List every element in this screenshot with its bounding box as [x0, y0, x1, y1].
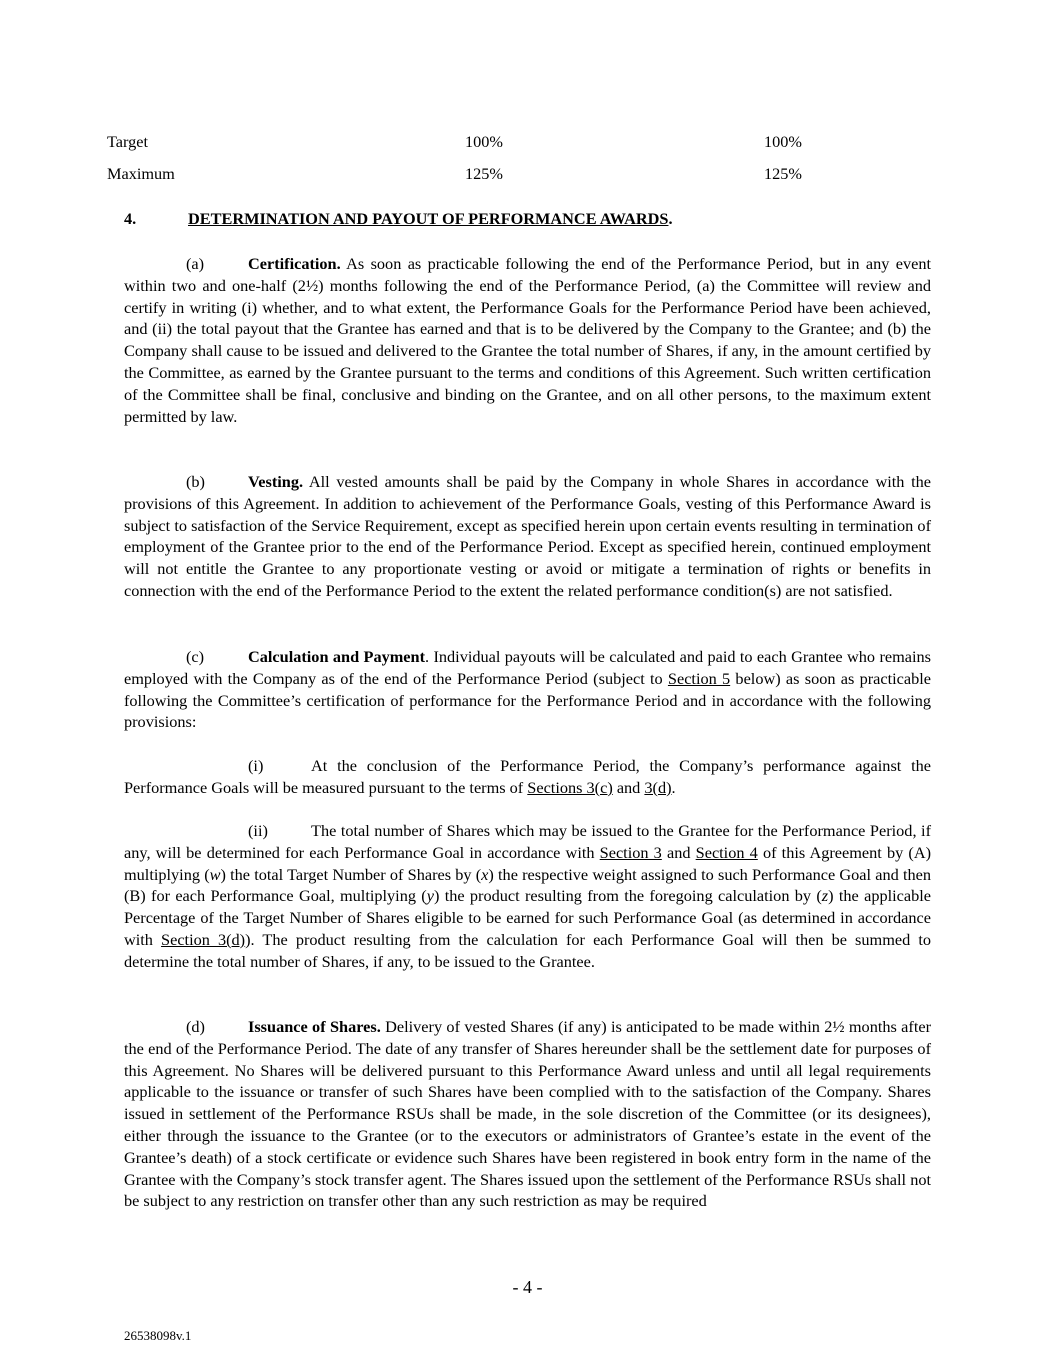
- row-label: Target: [107, 132, 149, 151]
- row-value-2: 100%: [764, 132, 802, 151]
- section-number: 4.: [124, 209, 137, 228]
- section-reference: Section 3: [599, 842, 662, 862]
- paragraph-text: ) the applicable Percentage of the Target Number of Shares eligible to be earned for such Performance Goal (as determined in accordance with: [124, 886, 931, 949]
- variable: y: [426, 886, 434, 906]
- section-reference: Sections 3(c): [527, 777, 613, 797]
- table-row: [107, 163, 927, 185]
- paragraph-text: below) as soon as practicable following the Committee’s certification of performance for the Performance Period and in accordance with the following provisions:: [124, 668, 931, 732]
- subparagraph-ii: [124, 820, 931, 973]
- subparagraph-i: [124, 755, 931, 799]
- paragraph-text: As soon as practicable following the end of the Performance Period, but in any event within two and one-half (2½) months following the end of the Performance Period, (a) the Committee will review and certify in writing (i) whether, and to what extent, the Performance Goals for the Performance Period have been achieved, and (ii) the total payout that the Grantee has earned and that is to be delivered by the Company to the Grantee; and (b) the Company shall cause to be issued and delivered to the Grantee the total number of Shares, if any, in the amount certified by the Committee, as earned by the Grantee pursuant to the terms and conditions of this Agreement. Such written certification of the Committee shall be final, conclusive and binding on the Grantee, and on all other persons, to the maximum extent permitted by law.: [124, 254, 931, 426]
- table-row: [107, 131, 927, 153]
- paragraph-heading: Issuance of Shares.: [248, 1017, 381, 1036]
- paragraph-text: The total number of Shares which may be issued to the Grantee for the Performance Period, if any, will be determined for each Performance Goal in accordance with: [124, 821, 931, 862]
- section-reference: Section 3(d): [161, 929, 246, 949]
- paragraph-text: and: [661, 842, 696, 862]
- section-reference: 3(d): [644, 777, 672, 797]
- variable: w: [209, 864, 221, 884]
- paragraph-certification: [124, 253, 931, 427]
- variable: x: [481, 864, 489, 884]
- paragraph-text: ) the product resulting from the foregoing calculation by (: [433, 886, 822, 906]
- section-heading: [124, 208, 934, 230]
- document-id: 26538098v.1: [124, 1328, 192, 1343]
- paragraph-text: of this Agreement by (A) multiplying (: [124, 842, 932, 884]
- paragraph-text: . Individual payouts will be calculated and paid to each Grantee who remains employed with the Company as of the end of the Performance Period (subject to: [124, 647, 931, 688]
- paragraph-heading: Calculation and Payment: [248, 647, 426, 666]
- section-title-period: .: [668, 209, 673, 228]
- paragraph-issuance-of-shares: [124, 1016, 931, 1212]
- paragraph-text: All vested amounts shall be paid by the Company in whole Shares in accordance with the provisions of this Agreement. In addition to achievement of the Performance Goals, vesting of this Performance Award is subject to satisfaction of the Service Requirement, except as specified herein upon certain events resulting in termination of employment of the Grantee prior to the end of the Performance Period. Except as specified herein, continued employment will not entitle the Grantee to any proportionate vesting or avoid or mitigate a termination of rights or benefits in connection with the end of the Performance Period to the extent the related performance condition(s) are not satisfied.: [124, 472, 931, 600]
- paragraph-text: ) the respective weight assigned to such Performance Goal and then (B) for each Performance Goal, multiplying (: [124, 864, 932, 906]
- row-value-2: 125%: [764, 164, 802, 183]
- page-number: - 4 -: [512, 1277, 543, 1297]
- paragraph-vesting: [124, 471, 931, 602]
- paragraph-label: (ii): [248, 821, 268, 840]
- row-value-1: 100%: [465, 132, 503, 151]
- paragraph-calculation-payment: [124, 646, 931, 733]
- paragraph-heading: Certification.: [248, 254, 341, 273]
- section-reference: Section 5: [667, 668, 731, 688]
- paragraph-text: At the conclusion of the Performance Period, the Company’s performance against the Performance Goals will be measured pursuant to the terms of: [124, 756, 931, 797]
- paragraph-label: (i): [248, 756, 264, 775]
- paragraph-text: ). The product resulting from the calculation for each Performance Goal will then be summed to determine the total number of Shares, if any, to be issued to the Grantee.: [124, 929, 931, 971]
- row-label: Maximum: [107, 164, 175, 183]
- paragraph-text: and: [612, 777, 645, 797]
- row-value-1: 125%: [465, 164, 503, 183]
- section-title: DETERMINATION AND PAYOUT OF PERFORMANCE AWARDS: [188, 209, 669, 228]
- paragraph-label: (c): [186, 647, 205, 666]
- paragraph-label: (d): [186, 1017, 205, 1036]
- paragraph-label: (b): [186, 472, 205, 491]
- paragraph-text: ) the total Target Number of Shares by (: [220, 864, 482, 884]
- variable: z: [821, 886, 829, 906]
- paragraph-text: Delivery of vested Shares (if any) is anticipated to be made within 2½ months after the end of the Performance Period. The date of any transfer of Shares hereunder shall be the settlement date for purposes of this Agreement. No Shares will be delivered pursuant to this Performance Award unless and until all legal requirements applicable to the issuance or transfer of such Shares have been complied with to the satisfaction of the Company. Shares issued in settlement of the Performance RSUs shall be made, in the sole discretion of the Committee (or its designees), either through the issuance to the Grantee (or to the executors or administrators of Grantee’s estate in the event of the Grantee’s death) of a stock certificate or evidence such Shares have been registered in book entry form in the name of the Grantee with the Company’s stock transfer agent. The Shares issued upon the settlement of the Performance RSUs shall not be subject to any restriction on transfer other than any such restriction as may be required: [124, 1017, 932, 1211]
- paragraph-text: .: [671, 777, 676, 797]
- section-reference: Section 4: [695, 842, 758, 862]
- paragraph-heading: Vesting.: [248, 472, 304, 491]
- paragraph-label: (a): [186, 254, 205, 273]
